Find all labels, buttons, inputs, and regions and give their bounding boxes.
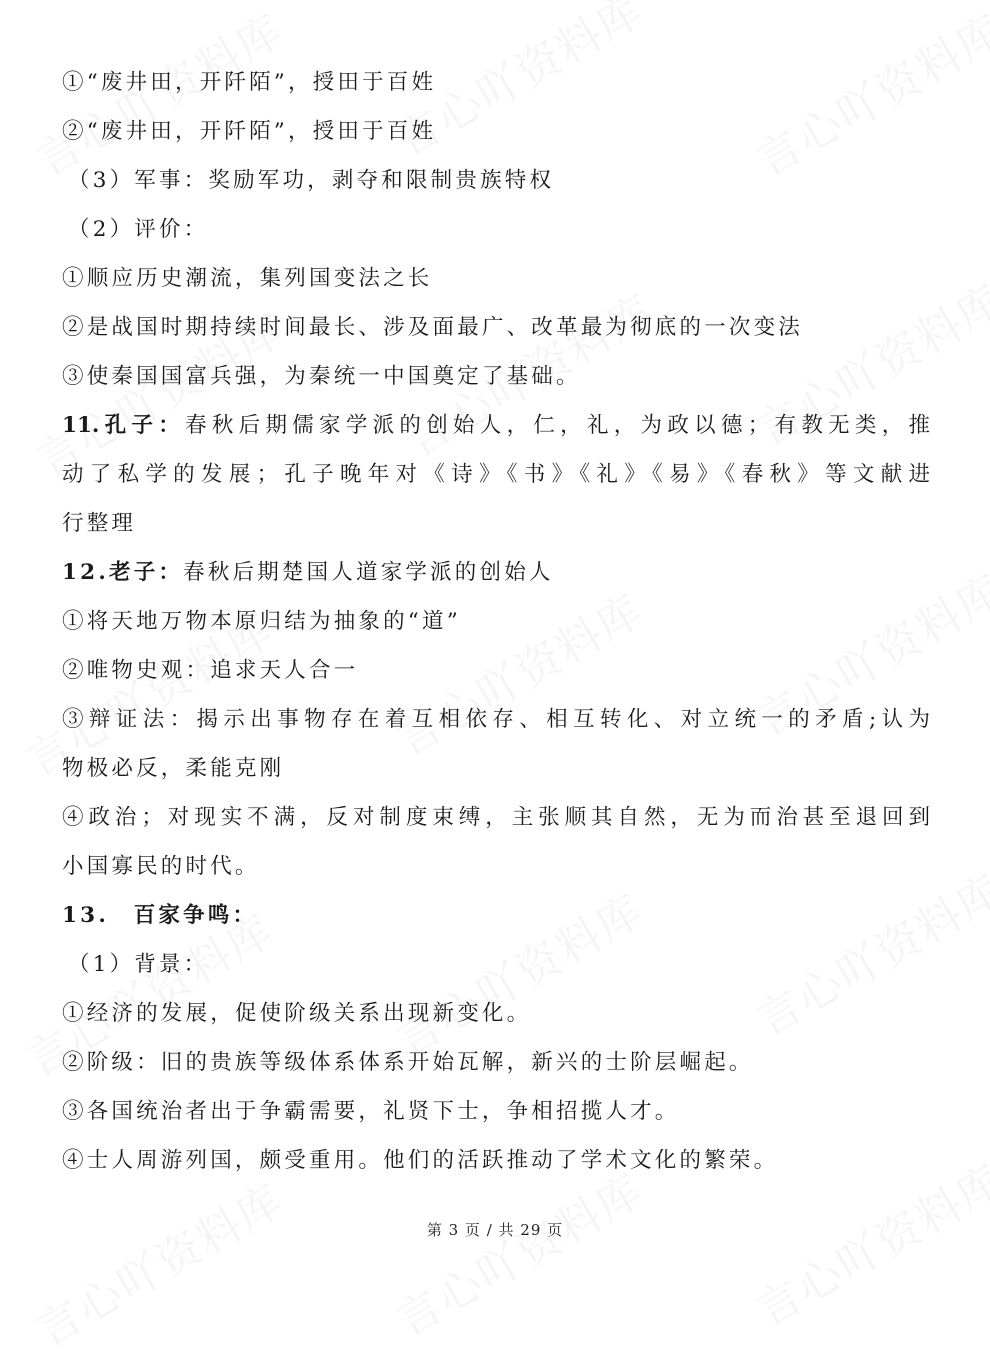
text-line: ②阶级：旧的贵族等级体系体系开始瓦解，新兴的士阶层崛起。 (62, 1050, 754, 1075)
text-line: ②“废井田，开阡陌”，授田于百姓 (62, 119, 437, 144)
section-heading-13: 13. 百家争鸣： (62, 903, 258, 928)
section-heading-11: 11.孔子：春秋后期儒家学派的创始人，仁，礼，为政以德；有教无类，推 (62, 413, 930, 438)
text-line: ①经济的发展，促使阶级关系出现新变化。 (62, 1001, 532, 1026)
heading-label: 11.孔子： (62, 413, 186, 438)
watermark (22, 1165, 293, 1358)
text-line: ③各国统治者出于争霸需要，礼贤下士，争相招揽人才。 (62, 1099, 680, 1124)
text-line: ④士人周游列国，颇受重用。他们的活跃推动了学术文化的繁荣。 (62, 1148, 779, 1173)
text-line: ①将天地万物本原归结为抽象的“道” (62, 609, 461, 634)
text-line: ①顺应历史潮流，集列国变法之长 (62, 266, 433, 291)
page-number-footer: 第 3 页 / 共 29 页 (426, 1221, 564, 1239)
text-line: （3）军事：奖励军功，剥夺和限制贵族特权 (68, 168, 555, 193)
text-line: 动了私学的发展；孔子晚年对《诗》《书》《礼》《易》《春秋》等文献进 (62, 462, 930, 487)
text-line: 行整理 (62, 511, 137, 536)
document-body (62, 58, 930, 1185)
text-line: 物极必反，柔能克刚 (62, 756, 285, 781)
text-line: ②唯物史观：追求天人合一 (62, 658, 359, 683)
text-line: ①“废井田，开阡陌”，授田于百姓 (62, 70, 437, 95)
text-line: （2）评价： (68, 217, 209, 242)
text-line: 小国寡民的时代。 (62, 854, 260, 879)
text-line: ④政治；对现实不满，反对制度束缚，主张顺其自然，无为而治甚至退回到 (62, 805, 930, 830)
text-line: ③使秦国国富兵强，为秦统一中国奠定了基础。 (62, 364, 581, 389)
text-line: ②是战国时期持续时间最长、涉及面最广、改革最为彻底的一次变法 (62, 315, 804, 340)
section-heading-12: 12.老子：春秋后期楚国人道家学派的创始人 (62, 560, 554, 585)
heading-label: 12.老子： (62, 560, 184, 585)
text-line: （1）背景： (68, 952, 209, 977)
text-line: ③辩证法：揭示出事物存在着互相依存、相互转化、对立统一的矛盾;认为 (62, 707, 930, 732)
